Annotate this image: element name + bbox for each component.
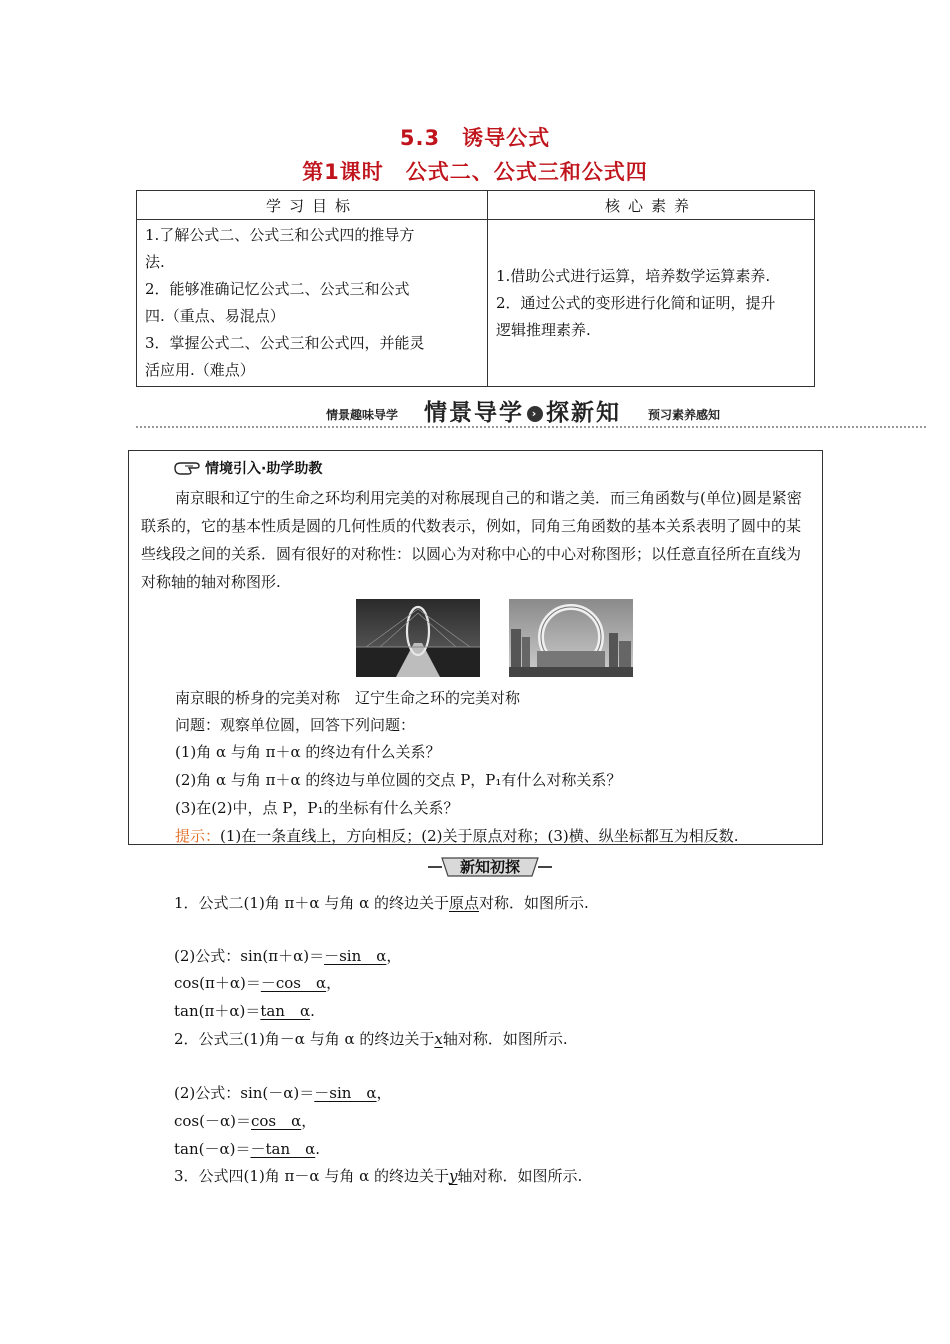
photo-caption: 南京眼的桥身的完美对称 辽宁生命之环的完美对称 — [175, 689, 521, 707]
literacy-line: 逻辑推理素养. — [496, 320, 591, 339]
formula-text: cos(π＋α)＝ — [174, 974, 261, 992]
new-knowledge-text: 新知初探 — [459, 858, 521, 876]
formula-answer: cos α — [250, 1112, 302, 1130]
question-2: (2)角 α 与角 π＋α 的终边与单位圆的交点 P，P₁有什么对称关系？ — [175, 771, 622, 789]
section-banner — [136, 394, 926, 430]
formula4-answer: y — [448, 1167, 458, 1185]
formula-text: ， — [376, 1084, 392, 1102]
question-3: (3)在(2)中，点 P，P₁的坐标有什么关系？ — [175, 799, 459, 817]
hint-line — [175, 825, 739, 846]
formula2-tan — [174, 1000, 315, 1021]
formula-answer: －tan α — [250, 1140, 316, 1158]
formula-text: tan(－α)＝ — [174, 1140, 251, 1158]
lesson-title: 第1课时 公式二、公式三和公式四 — [302, 160, 648, 184]
goal-line: 活应用.（难点） — [145, 361, 255, 379]
formula-answer: －sin α — [324, 947, 387, 965]
banner-right-label: 预习素养感知 — [648, 408, 721, 422]
formula3-cos — [174, 1110, 316, 1131]
literacy-line: 1.借助公式进行运算，培养数学运算素养. — [496, 266, 771, 285]
intro-heading — [173, 458, 322, 478]
formula-text: cos(－α)＝ — [174, 1112, 251, 1130]
goal-line: 2．能够准确记忆公式二、公式三和公式 — [145, 280, 410, 298]
formula-text: ， — [386, 947, 402, 965]
formula3-sin — [174, 1082, 392, 1103]
formula-text: ， — [326, 974, 342, 992]
nanjing-eye-photo — [356, 599, 480, 677]
formula-text: . — [310, 1002, 315, 1020]
formula3-text: 轴对称．如图所示. — [442, 1030, 568, 1048]
literacy-header: 核心素养 — [488, 191, 815, 220]
formula-answer: －cos α — [260, 974, 327, 992]
formula3-tan — [174, 1138, 320, 1159]
new-knowledge-label — [428, 855, 552, 879]
goals-table — [136, 190, 815, 387]
banner-title-left: 情景导学 — [424, 400, 524, 426]
hint-label: 提示： — [175, 827, 221, 845]
goal-line: 1.了解公式二、公式三和公式四的推导方 — [145, 226, 415, 244]
goals-header: 学习目标 — [137, 191, 488, 220]
pointing-hand-icon — [173, 460, 201, 476]
formula2-text: 对称．如图所示. — [479, 894, 589, 912]
formula2-cos — [174, 972, 341, 993]
formula3-answer: x — [434, 1030, 443, 1048]
arrow-circle-icon: › — [527, 406, 543, 422]
formula-answer: tan α — [260, 1002, 311, 1020]
goals-cell — [137, 220, 488, 387]
formula4-text: 3．公式四(1)角 π－α 与角 α 的终边关于 — [174, 1167, 449, 1185]
formula2-text: 1．公式二(1)角 π＋α 与角 α 的终边关于 — [174, 894, 449, 912]
formula2-sin — [174, 945, 401, 966]
goal-line: 3．掌握公式二、公式三和公式四，并能灵 — [145, 334, 425, 352]
formula-text: . — [315, 1140, 321, 1158]
formula2-answer: 原点 — [448, 894, 479, 912]
goal-line: 法. — [145, 253, 165, 271]
banner-title — [424, 394, 621, 427]
banner-title-right: 探新知 — [546, 400, 621, 426]
formula4-line1 — [174, 1165, 582, 1186]
section-title: 5.3 诱导公式 — [399, 126, 551, 150]
formula-text: tan(π＋α)＝ — [174, 1002, 261, 1020]
hint-text: (1)在一条直线上，方向相反；(2)关于原点对称；(3)横、纵坐标都互为相反数. — [220, 827, 739, 845]
banner-left-label: 情景趣味导学 — [326, 408, 399, 422]
formula-text: (2)公式：sin(π＋α)＝ — [174, 947, 325, 965]
literacy-line: 2．通过公式的变形进行化简和证明，提升 — [496, 293, 776, 312]
formula2-line1 — [174, 892, 589, 913]
intro-paragraph: 南京眼和辽宁的生命之环均利用完美的对称展现自己的和谐之美．而三角函数与(单位)圆是紧密联系的，它的基本性质是圆的几何性质的代数表示，例如，同角三角函数的基本关系表明了圆中的某些线段之间的关系．圆有很好的对称性：以圆心为对称中心的中心对称图形；以任意直径所在直线为对称轴的轴对称图形. — [141, 489, 802, 591]
formula4-text: 轴对称．如图所示. — [457, 1167, 583, 1185]
shenyang-ring-photo — [509, 599, 633, 677]
goal-line: 四.（重点、易混点） — [145, 307, 285, 325]
formula3-text: 2．公式三(1)角－α 与角 α 的终边关于 — [174, 1030, 435, 1048]
formula-answer: －sin α — [314, 1084, 377, 1102]
question-1: (1)角 α 与角 π＋α 的终边有什么关系？ — [175, 743, 441, 761]
formula3-line1 — [174, 1028, 568, 1049]
literacy-cell — [488, 220, 815, 387]
intro-box — [128, 450, 823, 845]
question-intro: 问题：观察单位圆，回答下列问题： — [175, 716, 416, 734]
intro-heading-text: 情境引入·助学助教 — [205, 461, 323, 477]
formula-text: (2)公式：sin(－α)＝ — [174, 1084, 315, 1102]
formula-text: ， — [301, 1112, 317, 1130]
